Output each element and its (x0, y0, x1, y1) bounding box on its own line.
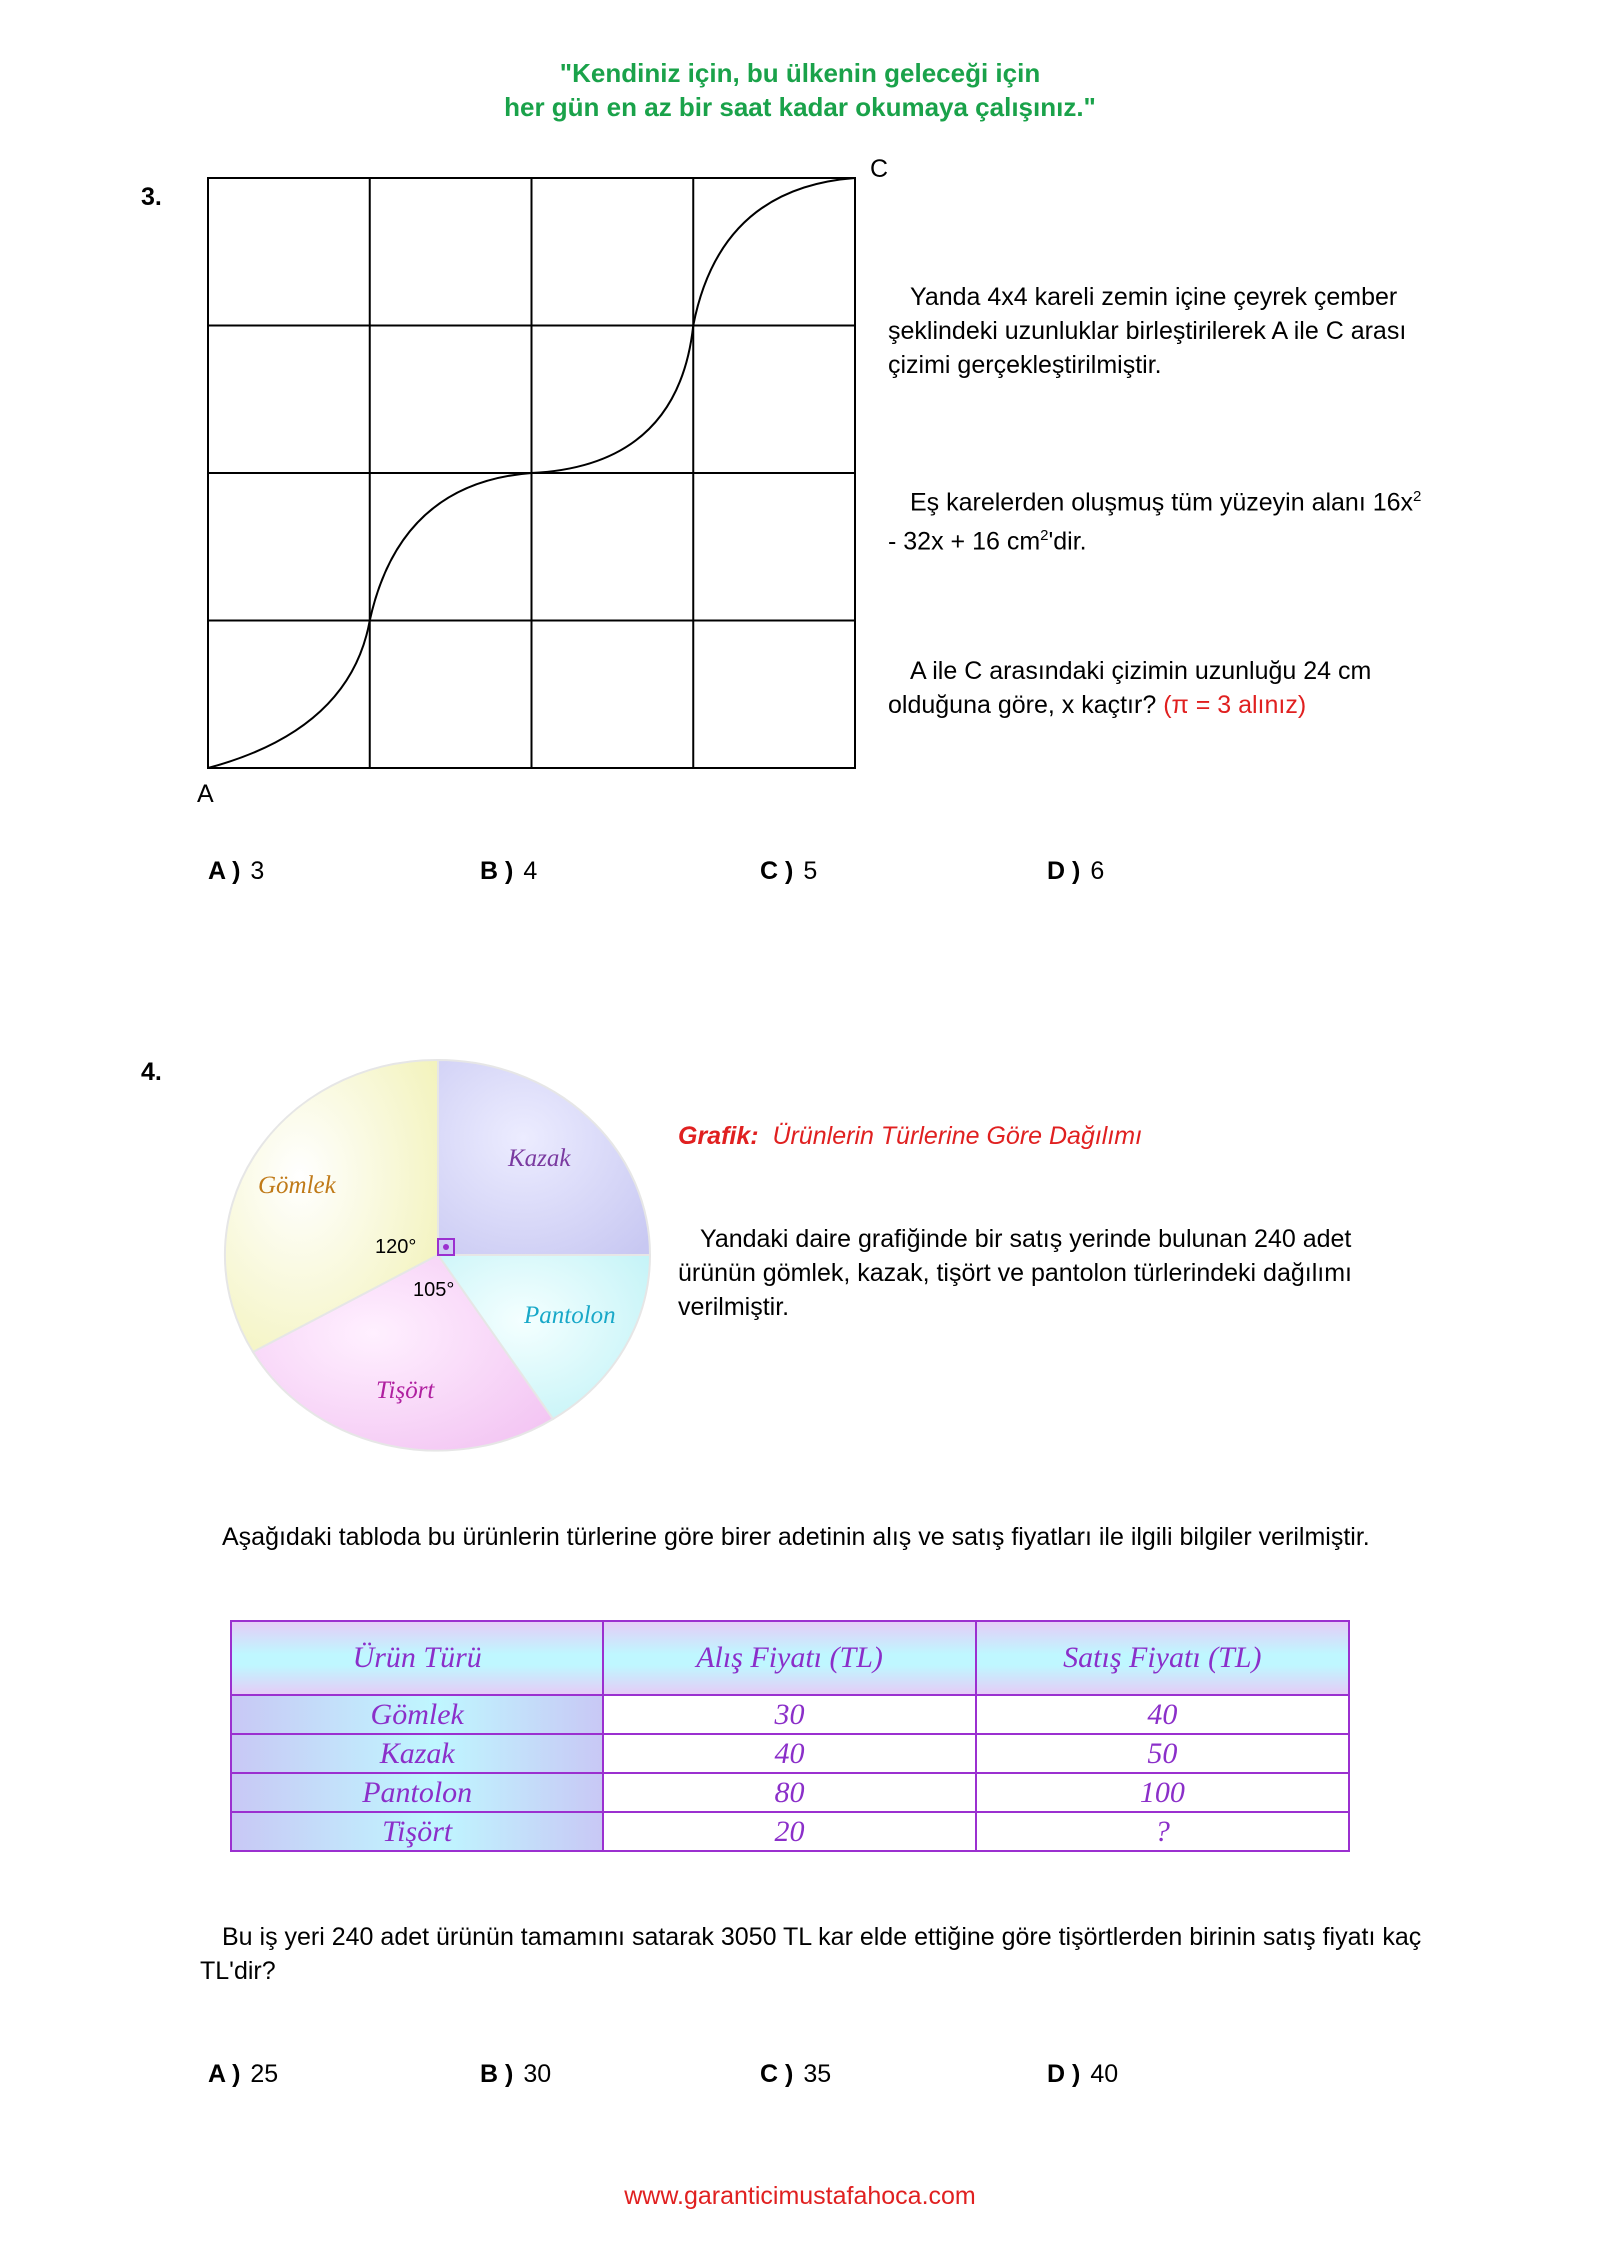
chart-title: Grafik: Ürünlerin Türlerine Göre Dağılımı (678, 1122, 1143, 1150)
angle-label-120: 120° (375, 1236, 417, 1258)
question-4-text-1: Yandaki daire grafiğinde bir satış yerinde bulunan 240 adet ürünün gömlek, kazak, tişört ve pantolon türlerindeki dağılımı verilmiştir. (678, 1225, 1352, 1321)
table-row (231, 1773, 1349, 1812)
table-row (231, 1812, 1349, 1851)
q3-option-a[interactable]: A ) 3 (208, 857, 265, 885)
table-header: Alış Fiyatı (TL) (603, 1621, 975, 1695)
angle-label-105: 105° (413, 1279, 455, 1301)
table-cell: 100 (976, 1773, 1349, 1812)
table-cell: 50 (976, 1734, 1349, 1773)
table-cell-product: Kazak (231, 1734, 603, 1773)
question-3-text-3: A ile C arasındaki çizimin uzunluğu 24 cm olduğuna göre, x kaçtır? (π = 3 alınız) (888, 657, 1372, 719)
table-cell: 30 (603, 1695, 975, 1734)
q4-option-d[interactable]: D ) 40 (1047, 2060, 1119, 2088)
motto-line-2: her gün en az bir saat kadar okumaya çalışınız." (504, 92, 1096, 122)
table-cell-product: Tişört (231, 1812, 603, 1851)
q4-option-b[interactable]: B ) 30 (480, 2060, 552, 2088)
pi-note: (π = 3 alınız) (1163, 691, 1307, 719)
pie-label-pantolon: Pantolon (524, 1302, 616, 1329)
question-4-text-2: Aşağıdaki tabloda bu ürünlerin türlerine göre birer adetinin alış ve satış fiyatları ile ilgili bilgiler verilmiştir. (222, 1523, 1370, 1551)
table-cell-product: Gömlek (231, 1695, 603, 1734)
table-cell: ? (976, 1812, 1349, 1851)
price-table (230, 1620, 1350, 1852)
table-header-row (231, 1621, 1349, 1695)
grid-figure (200, 170, 870, 780)
point-c-label: C (870, 155, 889, 183)
table-cell-product: Pantolon (231, 1773, 603, 1812)
q4-option-a[interactable]: A ) 25 (208, 2060, 279, 2088)
pie-label-tisort: Tişört (376, 1377, 435, 1404)
table-cell: 80 (603, 1773, 975, 1812)
table-cell: 40 (976, 1695, 1349, 1734)
question-4-number: 4. (141, 1058, 162, 1086)
pie-label-kazak: Kazak (508, 1145, 571, 1172)
q3-option-c[interactable]: C ) 5 (760, 857, 818, 885)
question-4-text-3: Bu iş yeri 240 adet ürünün tamamını satarak 3050 TL kar elde ettiğine göre tişörtlerden birinin satış fiyatı kaç TL'dir? (200, 1923, 1422, 1985)
motto-line-1: "Kendiniz için, bu ülkenin geleceği için (559, 58, 1041, 88)
table-header: Ürün Türü (231, 1621, 603, 1695)
pie-chart (220, 1055, 670, 1455)
table-row (231, 1695, 1349, 1734)
q4-option-c[interactable]: C ) 35 (760, 2060, 832, 2088)
q3-option-d[interactable]: D ) 6 (1047, 857, 1105, 885)
table-cell: 40 (603, 1734, 975, 1773)
motto-quote (0, 56, 1600, 124)
question-3-number: 3. (141, 183, 162, 211)
q3-option-b[interactable]: B ) 4 (480, 857, 538, 885)
table-cell: 20 (603, 1812, 975, 1851)
table-header: Satış Fiyatı (TL) (976, 1621, 1349, 1695)
question-3-text-2: Eş karelerden oluşmuş tüm yüzeyin alanı $16x^2 - 32x + 16$ $cm^2'dir$. (888, 488, 1422, 556)
pie-label-gomlek: Gömlek (258, 1172, 336, 1199)
point-a-label: A (197, 780, 214, 808)
table-row (231, 1734, 1349, 1773)
footer-website-link[interactable]: www.garanticimustafahoca.com (624, 2182, 976, 2210)
question-3-text-1: Yanda 4x4 kareli zemin içine çeyrek çember şeklindeki uzunluklar birleştirilerek A ile C arası çizimi gerçekleştirilmiştir. (888, 283, 1407, 379)
